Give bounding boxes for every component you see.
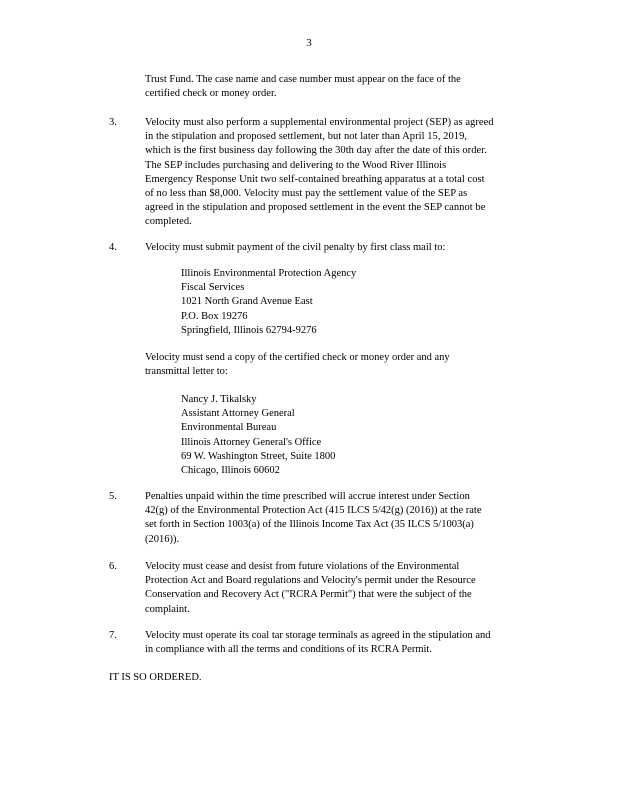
item-number: 5.: [109, 491, 117, 502]
text-line: The SEP includes purchasing and delivering to the Wood River Illinois: [145, 159, 447, 171]
address-line: 69 W. Washington Street, Suite 1800: [181, 450, 336, 462]
text-line: which is the first business day following the 30th day after the date of this order.: [145, 145, 487, 157]
address-line: 1021 North Grand Avenue East: [181, 296, 313, 308]
page-number: 3: [306, 37, 312, 49]
text-line: Velocity must operate its coal tar storage terminals as agreed in the stipulation and: [145, 630, 491, 641]
text-line: Velocity must cease and desist from future violations of the Environmental: [145, 561, 460, 572]
text-line: in compliance with all the terms and conditions of its RCRA Permit.: [145, 644, 432, 656]
item-number: 7.: [109, 630, 117, 641]
order-item-5: [145, 490, 482, 547]
address-line: Springfield, Illinois 62794-9276: [181, 324, 317, 336]
address-line: Illinois Attorney General's Office: [181, 436, 322, 448]
order-item-6: [145, 560, 476, 617]
payment-address: [181, 267, 356, 338]
closing-statement: IT IS SO ORDERED.: [109, 672, 202, 683]
text-line: Trust Fund. The case name and case number must appear on the face of the: [145, 74, 461, 85]
item-number: 4.: [109, 242, 117, 253]
text-line: transmittal letter to:: [145, 366, 228, 378]
text-line: certified check or money order.: [145, 88, 277, 100]
order-item-4: [145, 241, 445, 255]
address-line: Nancy J. Tikalsky: [181, 394, 257, 405]
text-line: agreed in the stipulation and proposed settlement in the event the SEP cannot be: [145, 202, 486, 214]
address-line: Environmental Bureau: [181, 422, 277, 434]
text-line: Protection Act and Board regulations and Velocity's permit under the Resource: [145, 575, 476, 587]
text-line: Conservation and Recovery Act ("RCRA Permit") that were the subject of the: [145, 589, 472, 601]
text-line: Emergency Response Unit two self-contained breathing apparatus at a total cost: [145, 173, 485, 185]
copy-address: [181, 393, 335, 478]
text-line: Velocity must submit payment of the civil penalty by first class mail to:: [145, 242, 446, 253]
item-number: 6.: [109, 561, 117, 572]
address-line: Illinois Environmental Protection Agency: [181, 268, 357, 279]
address-line: Fiscal Services: [181, 282, 245, 294]
text-line: Velocity must send a copy of the certified check or money order and any: [145, 352, 450, 363]
copy-instruction: [145, 351, 450, 379]
address-line: P.O. Box 19276: [181, 310, 248, 322]
text-line: completed.: [145, 216, 192, 228]
text-line: in the stipulation and proposed settlement, but not later than April 15, 2019,: [145, 131, 468, 143]
text-line: complaint.: [145, 603, 190, 615]
text-line: Penalties unpaid within the time prescribed will accrue interest under Section: [145, 491, 470, 502]
continuation-paragraph: [145, 73, 461, 101]
text-line: (2016)).: [145, 533, 180, 545]
text-line: set forth in Section 1003(a) of the Illinois Income Tax Act (35 ILCS 5/1003(a): [145, 519, 474, 531]
text-line: of no less than $8,000. Velocity must pay the settlement value of the SEP as: [145, 188, 468, 200]
address-line: Assistant Attorney General: [181, 408, 295, 420]
address-line: Chicago, Illinois 60602: [181, 465, 280, 477]
order-item-3: [145, 116, 494, 230]
text-line: Velocity must also perform a supplemental environmental project (SEP) as agreed: [145, 117, 494, 128]
order-item-7: [145, 629, 491, 657]
text-line: 42(g) of the Environmental Protection Act (415 ILCS 5/42(g) (2016)) at the rate: [145, 505, 482, 517]
item-number: 3.: [109, 117, 117, 128]
